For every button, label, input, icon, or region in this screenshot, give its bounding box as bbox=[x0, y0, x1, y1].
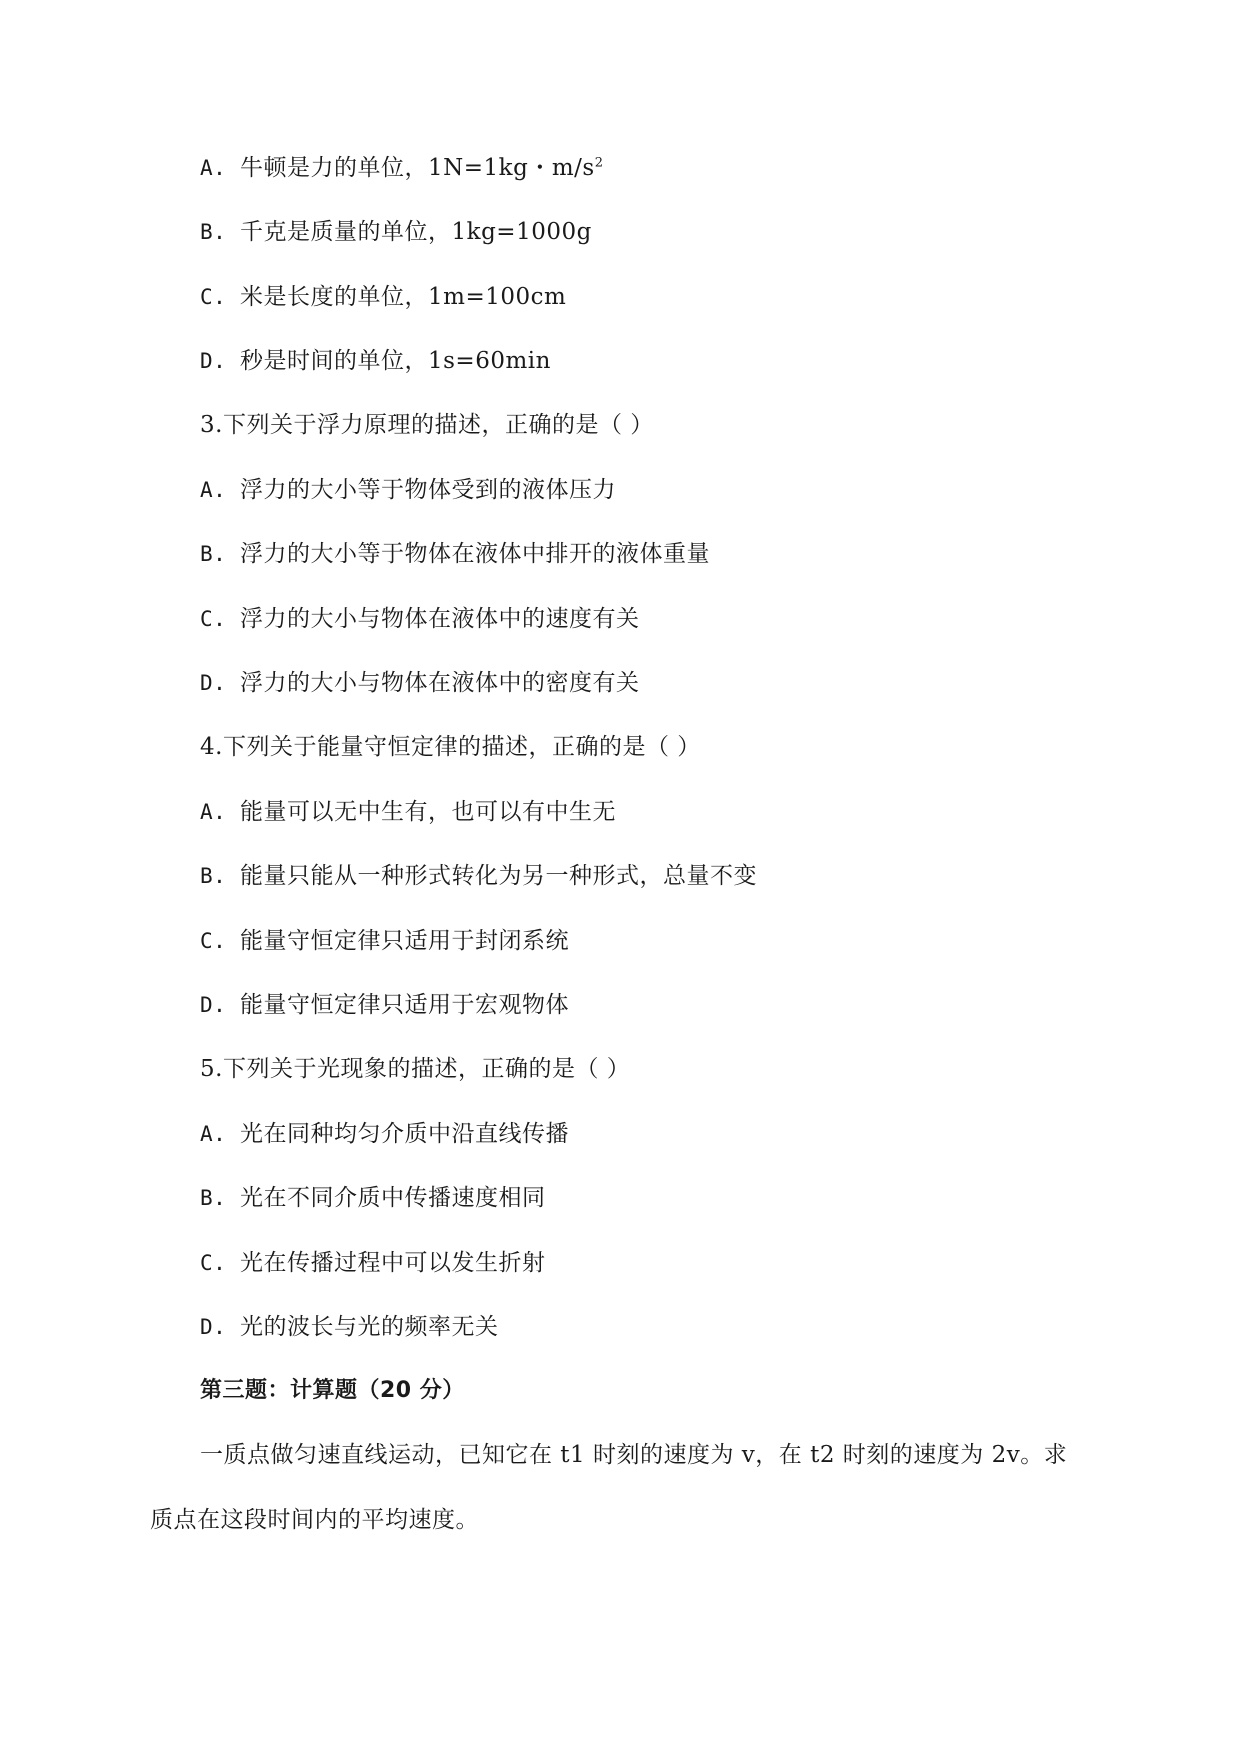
option-text: 浮力的大小与物体在液体中的速度有关 bbox=[240, 606, 640, 632]
option-letter: D. bbox=[200, 671, 227, 695]
option-text: 能量可以无中生有，也可以有中生无 bbox=[240, 799, 616, 825]
q2-option-c bbox=[200, 281, 566, 313]
option-letter: C. bbox=[200, 607, 227, 631]
q2-option-d bbox=[200, 345, 551, 377]
option-text: 光在同种均匀介质中沿直线传播 bbox=[240, 1121, 569, 1147]
option-letter: A. bbox=[200, 156, 227, 180]
option-text: 能量守恒定律只适用于封闭系统 bbox=[240, 928, 569, 954]
q4-option-d bbox=[200, 989, 569, 1021]
option-letter: A. bbox=[200, 478, 227, 502]
option-text: 米是长度的单位，1m=100cm bbox=[240, 284, 567, 310]
q4-stem: 4.下列关于能量守恒定律的描述，正确的是（ ） bbox=[200, 734, 701, 760]
q4-option-a bbox=[200, 796, 616, 828]
option-text: 浮力的大小等于物体受到的液体压力 bbox=[240, 477, 616, 503]
option-text: 秒是时间的单位，1s=60min bbox=[240, 348, 551, 374]
option-letter: B. bbox=[200, 864, 227, 888]
option-letter: B. bbox=[200, 542, 227, 566]
option-letter: C. bbox=[200, 929, 227, 953]
option-letter: C. bbox=[200, 1251, 227, 1275]
option-letter: D. bbox=[200, 349, 227, 373]
q2-option-b bbox=[200, 216, 592, 248]
q4-option-c bbox=[200, 925, 569, 957]
q2-option-a bbox=[200, 152, 603, 184]
problem-text-line-2: 质点在这段时间内的平均速度。 bbox=[150, 1507, 479, 1533]
option-text: 能量守恒定律只适用于宏观物体 bbox=[240, 992, 569, 1018]
superscript: 2 bbox=[594, 155, 604, 171]
option-letter: D. bbox=[200, 1315, 227, 1339]
q5-option-c bbox=[200, 1247, 546, 1279]
option-text: 浮力的大小等于物体在液体中排开的液体重量 bbox=[240, 541, 710, 567]
q3-stem: 3.下列关于浮力原理的描述，正确的是（ ） bbox=[200, 412, 654, 438]
section-heading: 第三题：计算题（20 分） bbox=[200, 1378, 465, 1403]
option-text: 浮力的大小与物体在液体中的密度有关 bbox=[240, 670, 640, 696]
option-text: 光在不同介质中传播速度相同 bbox=[240, 1185, 546, 1211]
q5-option-a bbox=[200, 1118, 569, 1150]
option-letter: C. bbox=[200, 285, 227, 309]
option-letter: A. bbox=[200, 800, 227, 824]
option-letter: A. bbox=[200, 1122, 227, 1146]
q4-option-b bbox=[200, 860, 757, 892]
option-text: 能量只能从一种形式转化为另一种形式，总量不变 bbox=[240, 863, 757, 889]
option-text: 光的波长与光的频率无关 bbox=[240, 1314, 499, 1340]
option-text: 千克是质量的单位，1kg=1000g bbox=[240, 219, 592, 245]
option-letter: D. bbox=[200, 993, 227, 1017]
q3-option-a bbox=[200, 474, 616, 506]
q3-option-c bbox=[200, 603, 640, 635]
q5-option-b bbox=[200, 1182, 546, 1214]
q5-option-d bbox=[200, 1311, 499, 1343]
option-text: 牛顿是力的单位，1N=1kg・m/s bbox=[240, 155, 595, 181]
q3-option-b bbox=[200, 538, 710, 570]
option-letter: B. bbox=[200, 220, 227, 244]
q3-option-d bbox=[200, 667, 640, 699]
problem-text-line-1: 一质点做匀速直线运动，已知它在 t1 时刻的速度为 v，在 t2 时刻的速度为 2v。求 bbox=[200, 1442, 1068, 1468]
q5-stem: 5.下列关于光现象的描述，正确的是（ ） bbox=[200, 1056, 631, 1082]
option-letter: B. bbox=[200, 1186, 227, 1210]
option-text: 光在传播过程中可以发生折射 bbox=[240, 1250, 546, 1276]
